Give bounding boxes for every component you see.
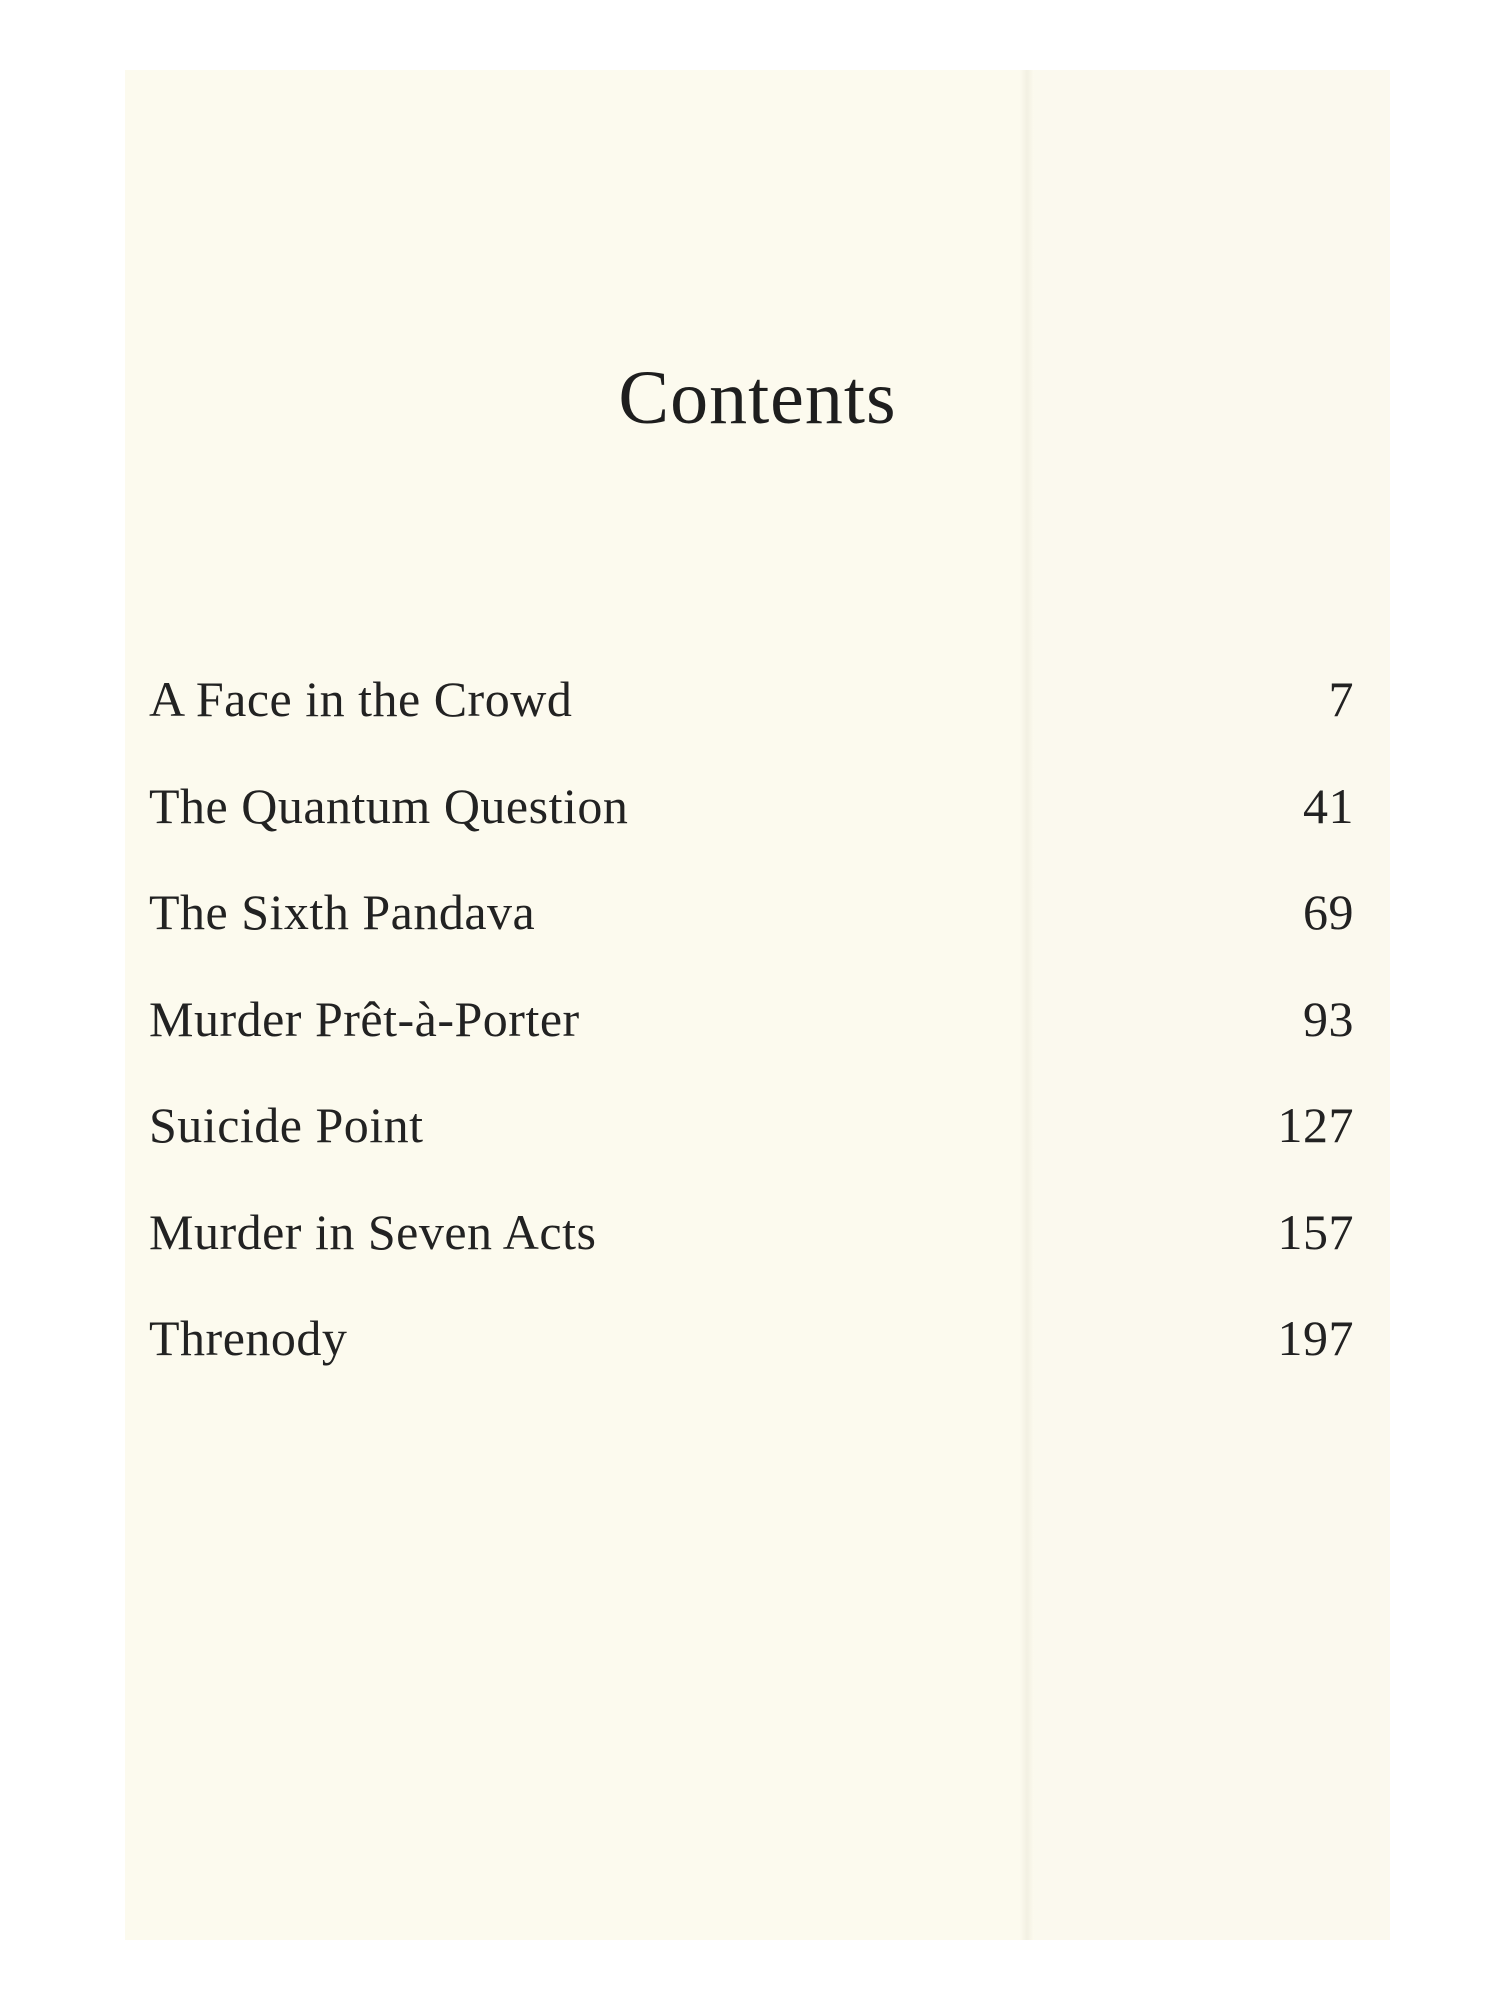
contents-heading: Contents [618,356,897,440]
toc-entry-page: 197 [1277,1310,1354,1366]
toc-entry-page: 7 [1328,671,1354,727]
toc-entry-page: 127 [1277,1097,1354,1153]
toc-entry-title: Threnody [149,1310,348,1366]
table-of-contents [149,670,1354,1416]
toc-entry [149,1096,1354,1203]
toc-entry [149,1309,1354,1416]
toc-entry-title: A Face in the Crowd [149,671,573,727]
toc-entry-page: 69 [1303,884,1354,940]
book-page [125,70,1390,1940]
toc-entry [149,777,1354,884]
toc-entry-page: 41 [1303,777,1354,834]
toc-entry [149,990,1354,1097]
toc-entry-title: The Sixth Pandava [149,884,536,940]
toc-entry [149,883,1354,990]
toc-entry-title: Murder in Seven Acts [149,1203,597,1260]
toc-entry-title: Suicide Point [149,1097,424,1153]
toc-entry-page: 157 [1277,1203,1354,1260]
toc-entry [149,670,1354,777]
toc-entry [149,1203,1354,1310]
toc-entry-title: The Quantum Question [149,777,629,834]
toc-entry-title: Murder Prêt-à-Porter [149,990,580,1047]
toc-entry-page: 93 [1303,990,1354,1047]
